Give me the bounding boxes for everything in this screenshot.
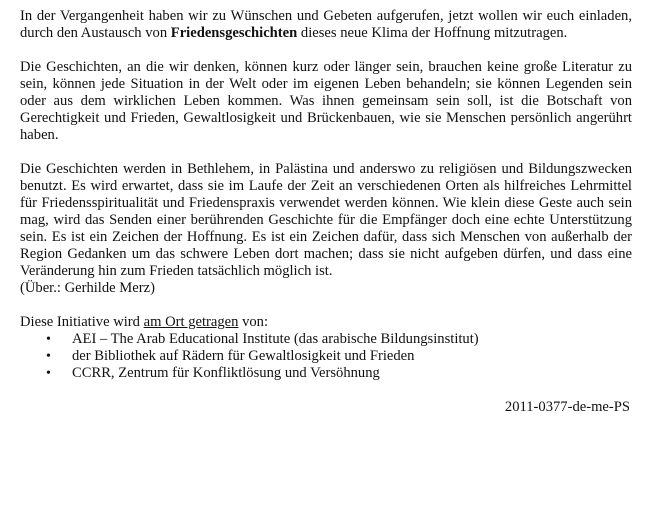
document-body [20, 8, 632, 416]
initiative-text-start: Diese Initiative wird [20, 314, 144, 330]
intro-text-end: dieses neue Klima der Hoffnung mitzutragen. [297, 25, 568, 41]
supporter-list [20, 331, 632, 382]
list-item: • CCRR, Zentrum für Konfliktlösung und Versöhnung [20, 365, 632, 382]
stories-usage-paragraph: Die Geschichten werden in Bethlehem, in Palästina und anderswo zu religiösen und Bildungszwecken benutzt. Es wird erwartet, dass sie im Laufe der Zeit an verschiedenen Orten als hilfreiches Lehrmittel für Friedensspiritualität und Friedenspraxis verwendet werden können. Wie klein diese Geste auch sein mag, wird das Senden einer berührenden Geschichte für die Empfänger doch eine echte Unterstützung sein. Es ist ein Zeichen der Hoffnung. Es ist ein Zeichen dafür, dass sich Menschen von außerhalb der Region Gedanken um das schwere Leben dort machen; dass sie nicht aufgeben dürfen, und dass eine Veränderung hin zum Frieden tatsächlich möglich ist. [20, 161, 632, 279]
initiative-text-end: von: [238, 314, 269, 330]
intro-paragraph [20, 8, 632, 42]
list-item: • der Bibliothek auf Rädern für Gewaltlosigkeit und Frieden [20, 348, 632, 365]
list-item: • AEI – The Arab Educational Institute (das arabische Bildungsinstitut) [20, 331, 632, 348]
initiative-intro [20, 314, 632, 331]
intro-text-start: In der Vergangenheit haben wir zu Wünschen und Gebeten aufgerufen, jetzt wollen wir euch einladen, durch den Austausch von [20, 8, 632, 41]
stories-description-paragraph: Die Geschichten, an die wir denken, können kurz oder länger sein, brauchen keine große Literatur zu sein, können jede Situation in der Welt oder im eigenen Leben behandeln; sie können Legenden sein oder aus dem wirklichen Leben kommen. Was ihnen gemeinsam sein soll, ist die Botschaft von Gerechtigkeit und Frieden, Gewaltlosigkeit und Brückenbauen, wie sie Menschen persönlich angerührt haben. [20, 59, 632, 143]
translator-credit: (Über.: Gerhilde Merz) [20, 280, 155, 296]
initiative-underlined-text: am Ort getragen [143, 314, 239, 330]
document-reference: 2011-0377-de-me-PS [504, 399, 630, 415]
intro-bold-term: Friedensgeschichten [170, 25, 298, 41]
